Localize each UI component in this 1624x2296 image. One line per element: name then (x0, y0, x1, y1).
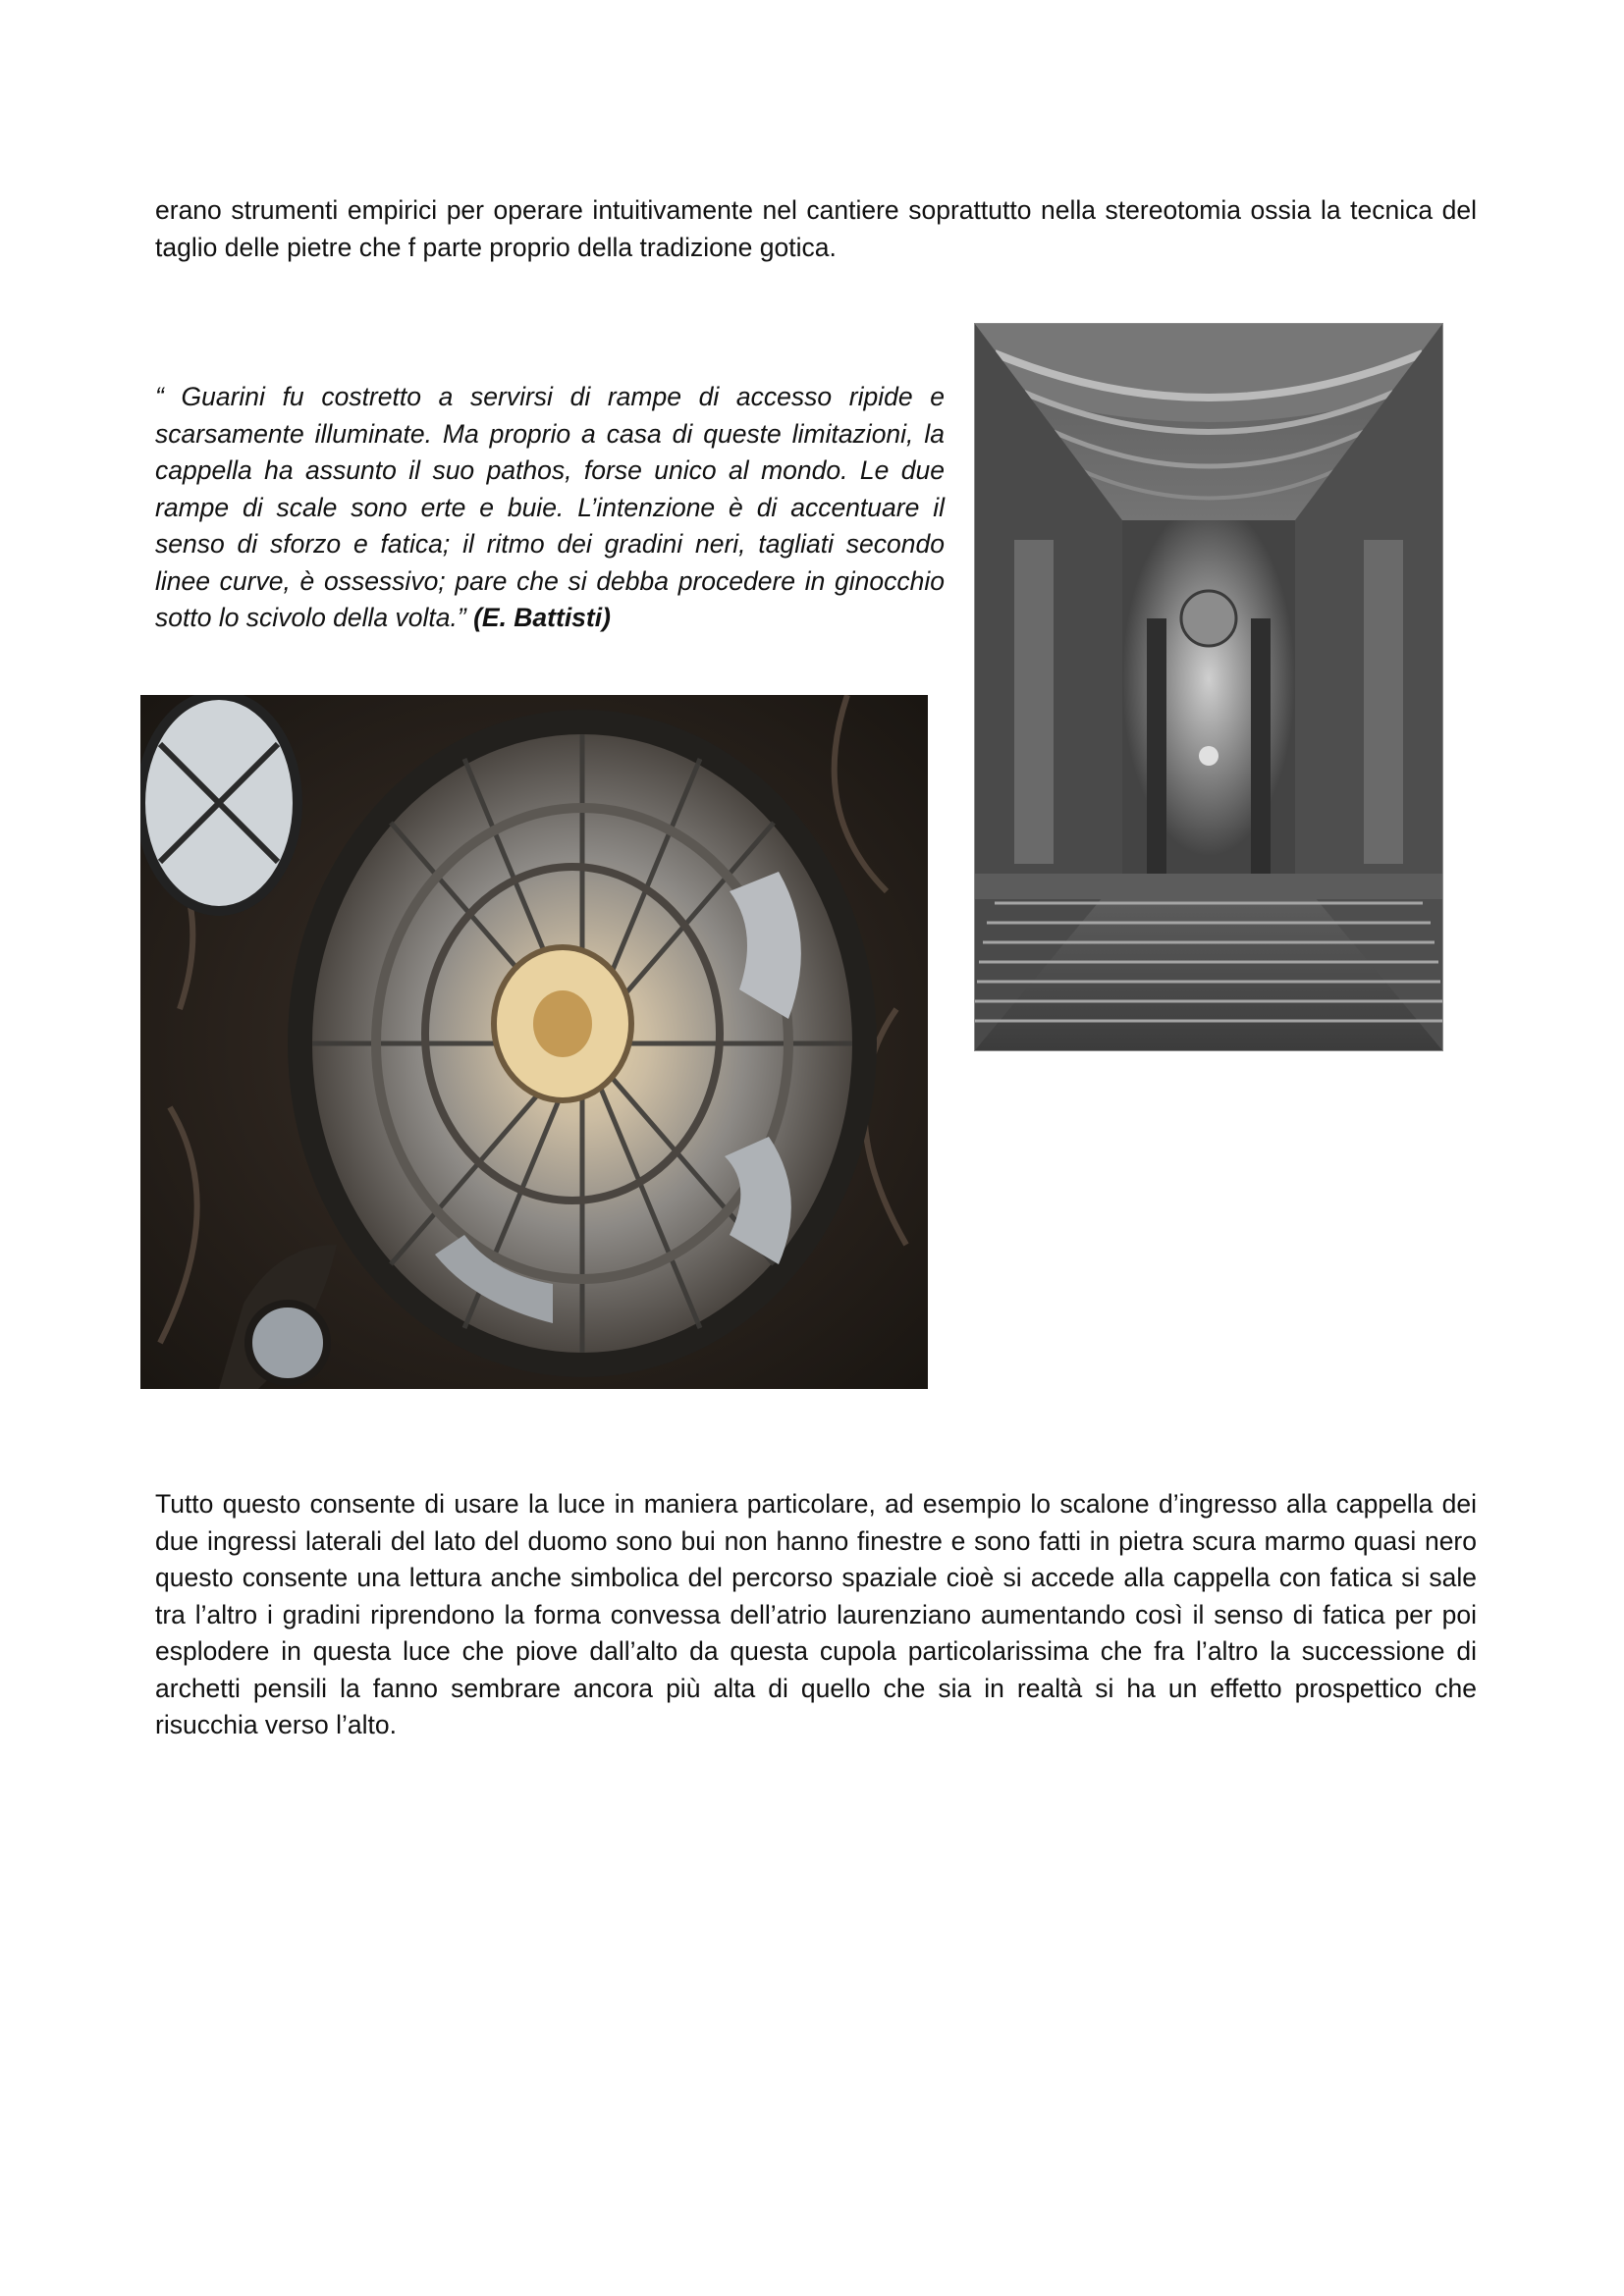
dome-photo-icon (140, 695, 928, 1389)
quote-text: “ Guarini fu costretto a servirsi di rampe di accesso ripide e scarsamente illuminate. Ma proprio a casa di queste limitazioni, la cappella ha assunto il suo pathos, forse unico al mondo. Le due rampe di scale sono erte e buie. L’intenzione è di accentuare il senso di sforzo e fatica; il ritmo dei gradini neri, tagliati secondo linee curve, è ossessivo; pare che si debba procedere in ginocchio sotto lo scivolo della volta.” (155, 382, 945, 632)
battisti-quote (155, 379, 945, 637)
staircase-photo-icon (975, 324, 1442, 1050)
staircase-photo (975, 324, 1442, 1050)
paragraph-bottom: Tutto questo consente di usare la luce in maniera particolare, ad esempio lo scalone d’ingresso alla cappella dei due ingressi laterali del lato del duomo sono bui non hanno finestre e sono fatti in pietra scura marmo quasi nero questo consente una lettura anche simbolica del percorso spaziale cioè si accede alla cappella con fatica si sale tra l’altro i gradini riprendono la forma convessa dell’atrio laurenziano aumentando così il senso di fatica per poi esplodere in questa luce che piove dall’alto da questa cupola particolarissima che fra l’altro la successione di archetti pensili la fanno sembrare ancora più alta di quello che sia in realtà si ha un effetto prospettico che risucchia verso l’alto. (155, 1489, 1477, 1739)
dome-photo (140, 695, 928, 1389)
quote-attribution: (E. Battisti) (473, 603, 611, 632)
paragraph-top: erano strumenti empirici per operare intuitivamente nel cantiere soprattutto nella stereotomia ossia la tecnica del taglio delle pietre che f parte proprio della tradizione gotica. (155, 195, 1477, 262)
